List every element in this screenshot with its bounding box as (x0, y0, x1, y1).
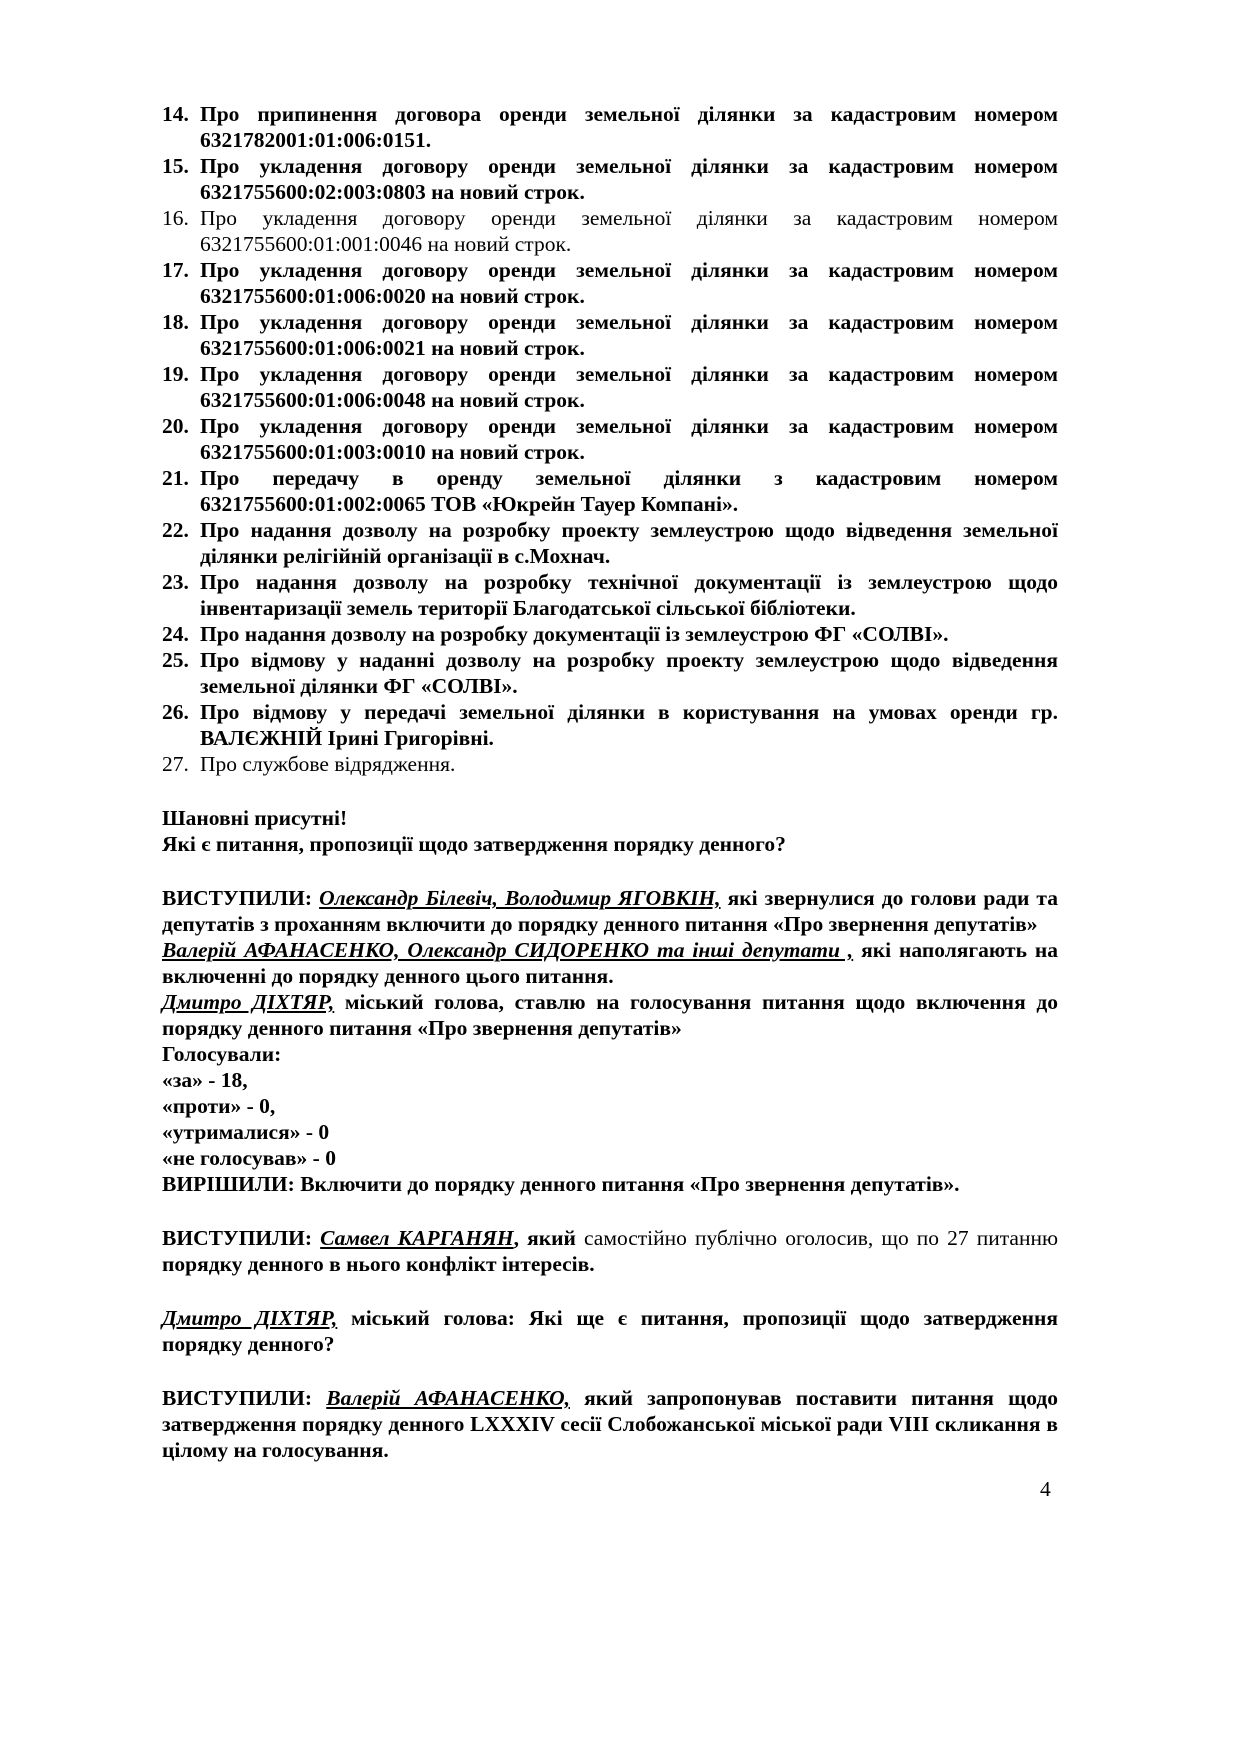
speech-block-4 (162, 1385, 1058, 1463)
statement-text: який запропонував поставити питання щодо затвердження порядку денного LXXXIV сесії Слобожанської міської ради VIII скликання в цілому на голосування. (162, 1386, 1059, 1462)
agenda-item-number: 25. (162, 648, 189, 672)
agenda-item-number: 24. (162, 622, 189, 646)
agenda-item-number: 15. (162, 154, 189, 178)
speech-block-2 (162, 1225, 1058, 1277)
decision-label: ВИРІШИЛИ: (162, 1172, 295, 1196)
agenda-item-text: Про укладення договору оренди земельної ділянки за кадастровим номером 6321755600:01:006:0021 на новий строк. (200, 310, 1058, 360)
agenda-item-text: Про укладення договору оренди земельної ділянки за кадастровим номером 6321755600:01:003:0010 на новий строк. (200, 414, 1058, 464)
salutation: Шановні присутні! (162, 806, 348, 830)
statement-text: міський голова, ставлю на голосування питання щодо включення до порядку денного питання «Про звернення депутатів» (162, 990, 1058, 1040)
agenda-item-text: Про припинення договора оренди земельної ділянки за кадастровим номером 6321782001:01:006:0151. (200, 102, 1058, 152)
statement (162, 1385, 1058, 1463)
agenda-question: Які є питання, пропозиції щодо затвердження порядку денного? (162, 832, 786, 856)
agenda-item-text: Про надання дозволу на розробку документації із землеустрою ФГ «СОЛВІ». (200, 622, 949, 646)
agenda-item (162, 517, 1058, 569)
statement-2 (162, 937, 1058, 989)
agenda-item (162, 413, 1058, 465)
greeting-block (162, 805, 1058, 857)
agenda-item-text: Про надання дозволу на розробку проекту землеустрою щодо відведення земельної ділянки релігійній організації в с.Мохнач. (200, 518, 1058, 568)
speaker-name: Самвел КАРГАНЯН (320, 1226, 514, 1250)
agenda-item (162, 309, 1058, 361)
spoke-label: ВИСТУПИЛИ: (162, 886, 313, 910)
vote-line-za: «за» - 18, (162, 1068, 248, 1092)
agenda-item-text: Про укладення договору оренди земельної ділянки за кадастровим номером 6321755600:01:006:0048 на новий строк. (200, 362, 1058, 412)
decision-text: Включити до порядку денного питання «Про звернення депутатів». (300, 1172, 960, 1196)
speech-block-1 (162, 885, 1058, 1197)
speaker-name: Дмитро ДІХТЯР, (162, 990, 335, 1014)
agenda-item-text: Про відмову у передачі земельної ділянки в користування на умовах оренди гр. ВАЛЄЖНІЙ Ірині Григорівні. (200, 700, 1058, 750)
agenda-item (162, 257, 1058, 309)
agenda-item (162, 205, 1058, 257)
agenda-item-number: 23. (162, 570, 189, 594)
agenda-item-text: Про укладення договору оренди земельної ділянки за кадастровим номером 6321755600:02:003:0803 на новий строк. (200, 154, 1058, 204)
speaker-names: Олександр Білевіч, Володимир ЯГОВКІН, (319, 886, 721, 910)
agenda-item-text: Про укладення договору оренди земельної ділянки за кадастровим номером 6321755600:01:001:0046 на новий строк. (200, 206, 1058, 256)
statement-3 (162, 989, 1058, 1041)
agenda-item-number: 21. (162, 466, 189, 490)
agenda-item (162, 751, 1058, 777)
agenda-item-number: 16. (162, 206, 189, 230)
vote-line-proty: «проти» - 0, (162, 1094, 276, 1118)
decision-line (162, 1171, 1058, 1197)
agenda-item-text: Про службове відрядження. (200, 752, 456, 776)
statement (162, 1305, 1058, 1357)
statement-text: які наполягають на включенні до порядку денного цього питання. (162, 938, 1059, 988)
speaker-name: Валерій АФАНАСЕНКО, (326, 1386, 570, 1410)
vote-line-utrymalysia: «утрималися» - 0 (162, 1120, 330, 1144)
document-content (162, 101, 1058, 1463)
speech-block-3 (162, 1305, 1058, 1357)
agenda-item-number: 17. (162, 258, 189, 282)
agenda-item-number: 18. (162, 310, 189, 334)
spoke-label: ВИСТУПИЛИ: (162, 1226, 313, 1250)
agenda-item (162, 647, 1058, 699)
statement-text: самостійно публічно оголосив, що по 27 питанню (583, 1226, 1059, 1250)
agenda-item (162, 361, 1058, 413)
agenda-item (162, 101, 1058, 153)
agenda-item-number: 26. (162, 700, 189, 724)
spoke-label: ВИСТУПИЛИ: (162, 1386, 313, 1410)
agenda-item-number: 19. (162, 362, 189, 386)
speaker-names: Валерій АФАНАСЕНКО, Олександр СИДОРЕНКО та інші депутати , (162, 938, 854, 962)
agenda-item-text: Про укладення договору оренди земельної ділянки за кадастровим номером 6321755600:01:006:0020 на новий строк. (200, 258, 1058, 308)
statement-1 (162, 885, 1058, 937)
voting-title: Голосували: (162, 1042, 282, 1066)
agenda-item-text: Про передачу в оренду земельної ділянки з кадастровим номером 6321755600:01:002:0065 ТОВ «Юкрейн Тауер Компані». (200, 466, 1058, 516)
agenda-item (162, 621, 1058, 647)
statement (162, 1225, 1058, 1277)
agenda-item-number: 27. (162, 752, 189, 776)
agenda-item (162, 569, 1058, 621)
speaker-name: Дмитро ДІХТЯР, (162, 1306, 338, 1330)
agenda-item (162, 153, 1058, 205)
agenda-item (162, 699, 1058, 751)
agenda-item-number: 14. (162, 102, 189, 126)
agenda-item-number: 20. (162, 414, 189, 438)
agenda-item (162, 465, 1058, 517)
vote-line-ne-holosuvav: «не голосував» - 0 (162, 1146, 336, 1170)
statement-text: міський голова: Які ще є питання, пропозиції щодо затвердження порядку денного? (162, 1306, 1059, 1356)
agenda-item-text: Про надання дозволу на розробку технічної документації із землеустрою щодо інвентаризації земель території Благодатської сільської бібліотеки. (200, 570, 1058, 620)
statement-text: які звернулися до голови ради та депутатів з проханням включити до порядку денного питання «Про звернення депутатів» (162, 886, 1059, 936)
statement-text-bold: порядку денного в нього конфлікт інтересів. (162, 1252, 595, 1276)
agenda-list (162, 101, 1058, 777)
agenda-item-text: Про відмову у наданні дозволу на розробку проекту землеустрою щодо відведення земельної ділянки ФГ «СОЛВІ». (200, 648, 1058, 698)
statement-lead: , який (513, 1226, 576, 1250)
page-number: 4 (1040, 1477, 1051, 1501)
agenda-item-number: 22. (162, 518, 189, 542)
